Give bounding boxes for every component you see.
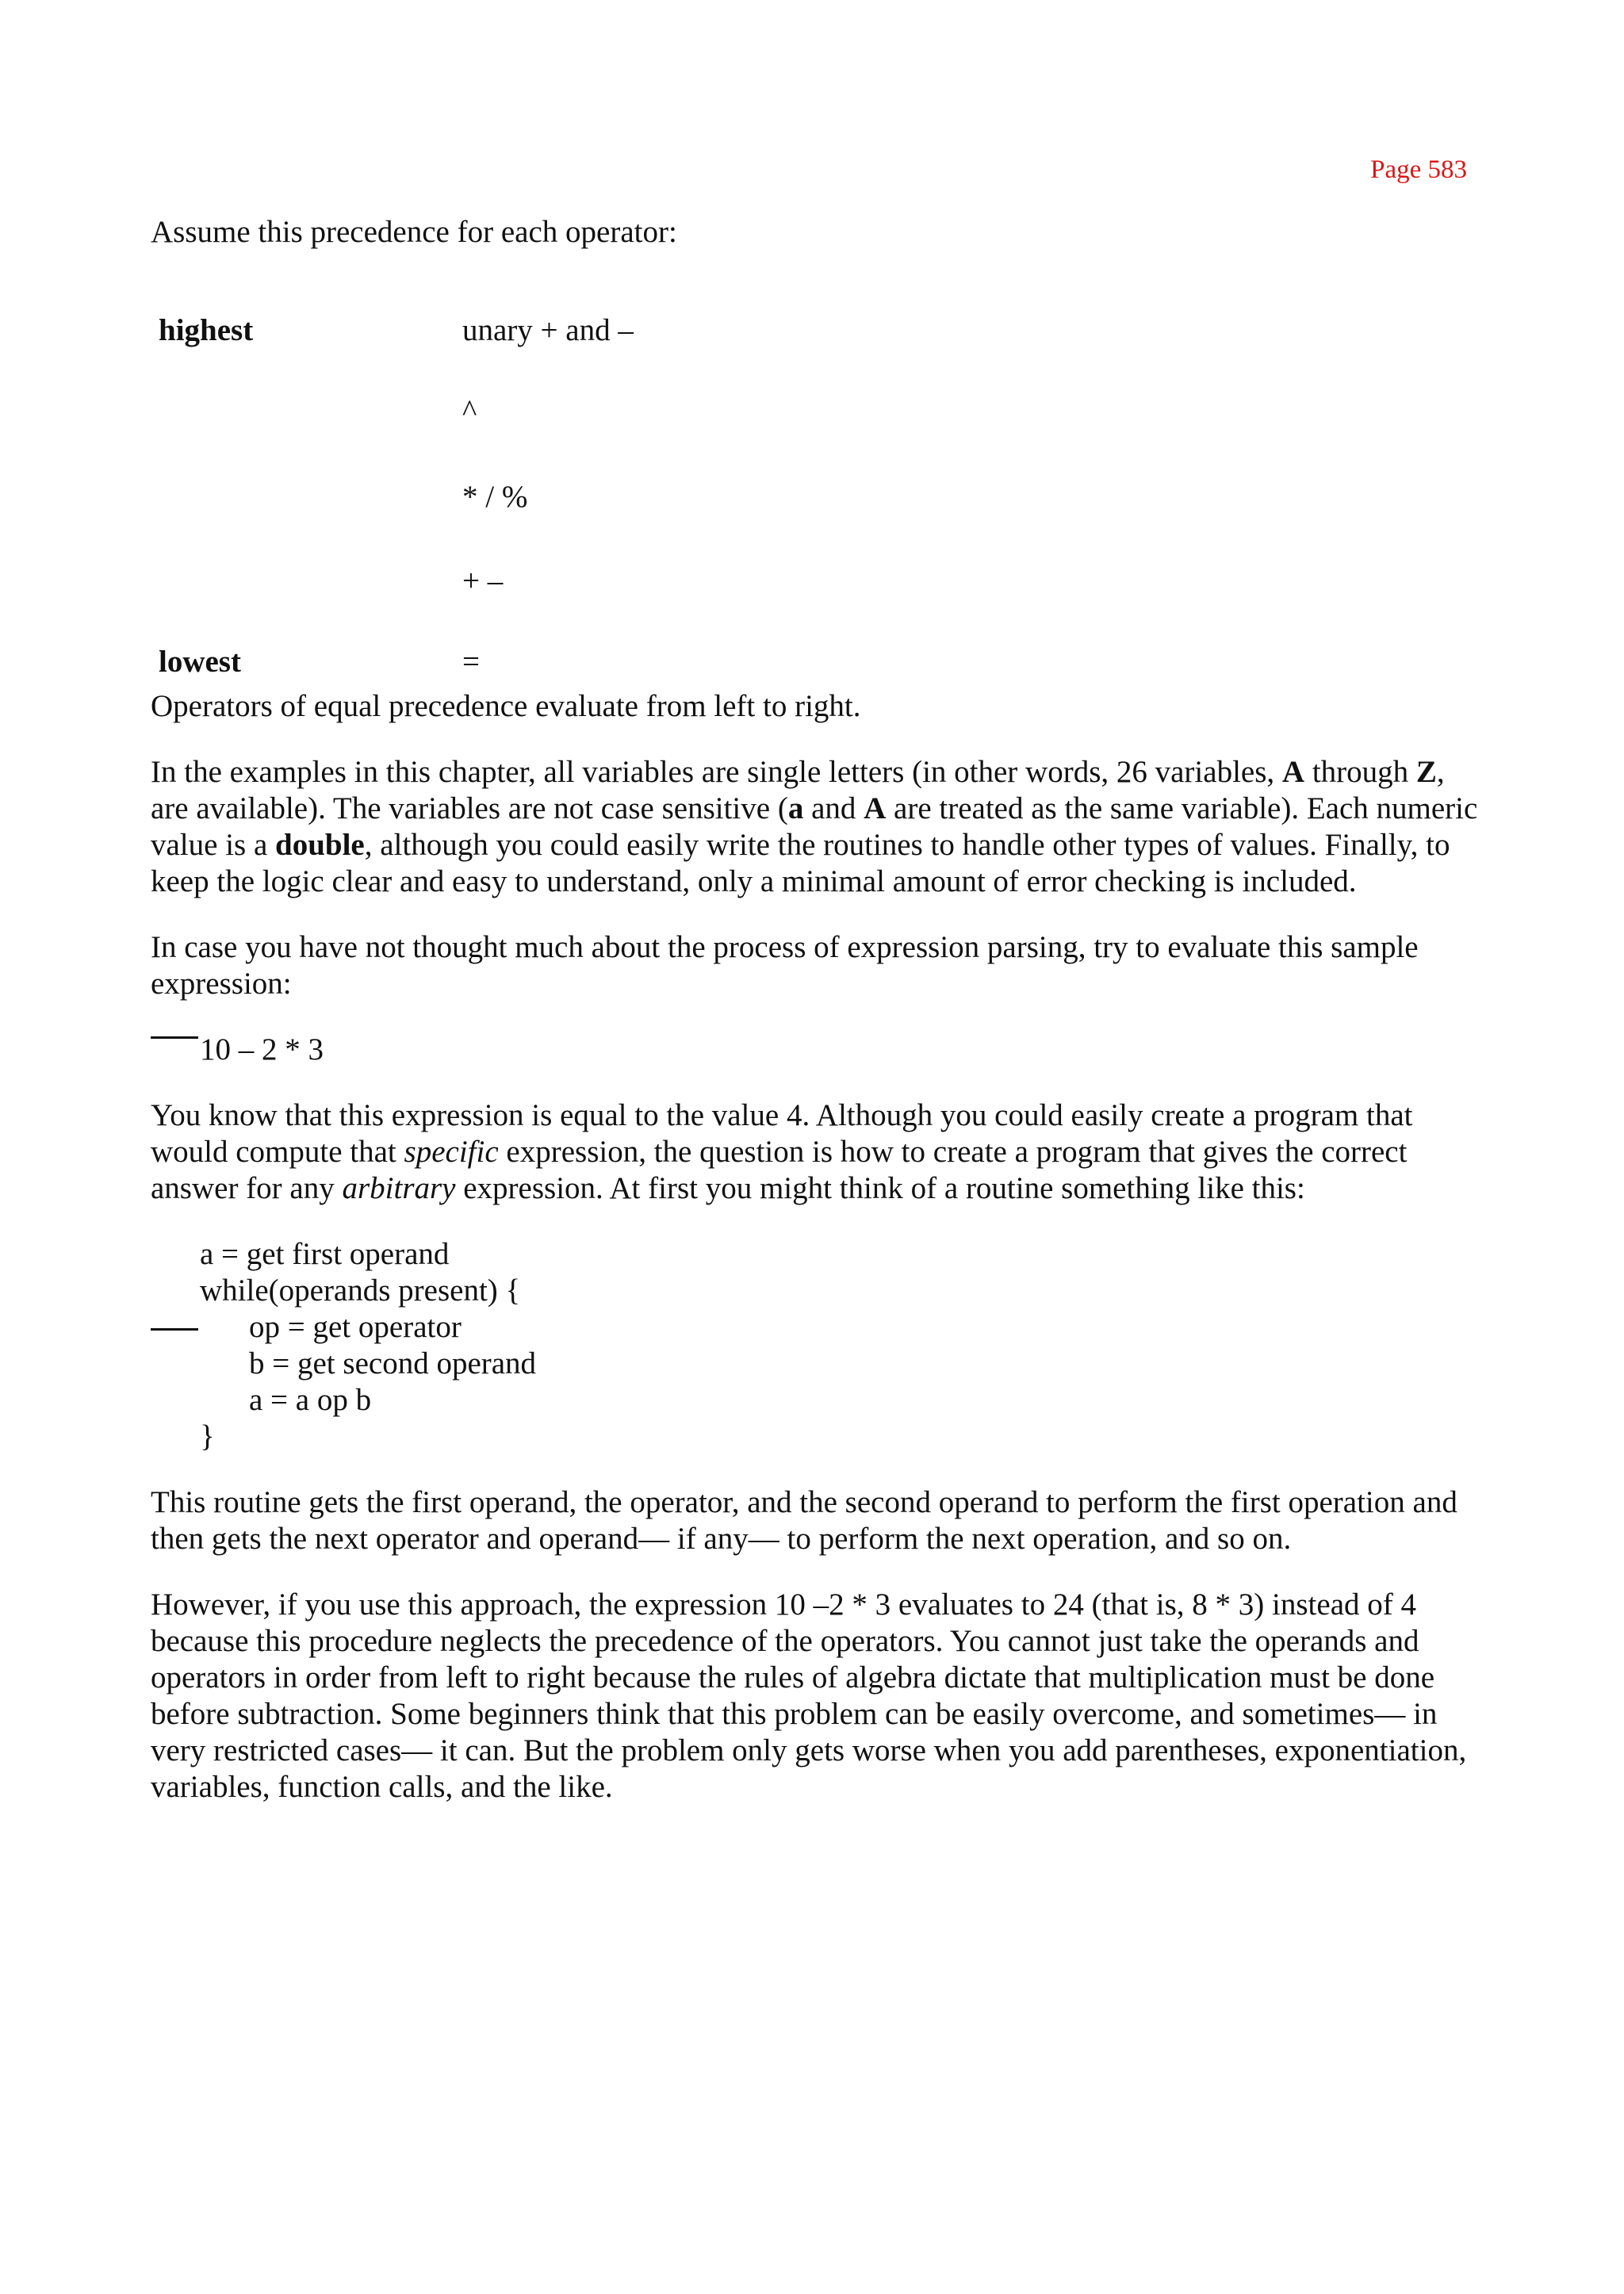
precedence-operators: * / % xyxy=(462,480,528,514)
code-line: a = a op b xyxy=(249,1383,372,1417)
precedence-operators: + – xyxy=(462,564,504,598)
know-paragraph: You know that this expression is equal to the value 4. Although you could easily create a program that would compute that specific expression, the question is how to create a program that gives the correct answer for any arbitrary expression. At first you might think of a routine something like this: xyxy=(151,1098,1413,1205)
page-body xyxy=(151,214,1483,1806)
however-paragraph: However, if you use this approach, the expression 10 –2 * 3 evaluates to 24 (that is, 8 * 3) instead of 4 because this procedure neglects the precedence of the operators. You cannot just take the operands and operators in order from left to right because the rules of algebra dictate that multiplication must be done before subtraction. Some beginners think that this problem can be easily overcome, and sometimes— in very restricted cases— it can. But the problem only gets worse when you add parentheses, exponentiation, variables, function calls, and the like. xyxy=(151,1587,1467,1804)
code-line: op = get operator xyxy=(249,1310,462,1344)
precedence-table xyxy=(151,312,1483,679)
precedence-operators: = xyxy=(462,645,480,679)
sample-expression: 10 – 2 * 3 xyxy=(151,1032,1483,1068)
change-bar xyxy=(151,1328,198,1331)
precedence-operators: unary + and – xyxy=(462,313,634,347)
code-line: while(operands present) { xyxy=(200,1273,521,1308)
intro-text: Assume this precedence for each operator: xyxy=(151,215,677,249)
code-line: b = get second operand xyxy=(249,1346,537,1381)
precedence-operators: ^ xyxy=(462,394,477,428)
precedence-label: highest xyxy=(159,313,254,347)
parsing-paragraph: In case you have not thought much about the process of expression parsing, try to evaluate this sample expression: xyxy=(151,930,1419,1001)
precedence-label: lowest xyxy=(159,645,241,679)
equal-precedence-paragraph: Operators of equal precedence evaluate from left to right. xyxy=(151,689,861,723)
variables-paragraph: In the examples in this chapter, all variables are single letters (in other words, 26 variables, A through Z, are available). The variables are not case sensitive (a and A are treated as the same variable). Each numeric value is a double, although you could easily write the routines to handle other types of values. Finally, to keep the logic clear and easy to understand, only a minimal amount of error checking is included. xyxy=(151,755,1478,898)
code-line: a = get first operand xyxy=(200,1237,450,1271)
change-bar xyxy=(151,1036,198,1039)
pseudocode-block xyxy=(151,1236,1483,1455)
routine-paragraph: This routine gets the first operand, the operator, and the second operand to perform the first operation and then gets the next operator and operand— if any— to perform the next operation, and so on. xyxy=(151,1485,1457,1556)
code-line: } xyxy=(200,1419,215,1453)
page-number: Page 583 xyxy=(1370,155,1467,184)
